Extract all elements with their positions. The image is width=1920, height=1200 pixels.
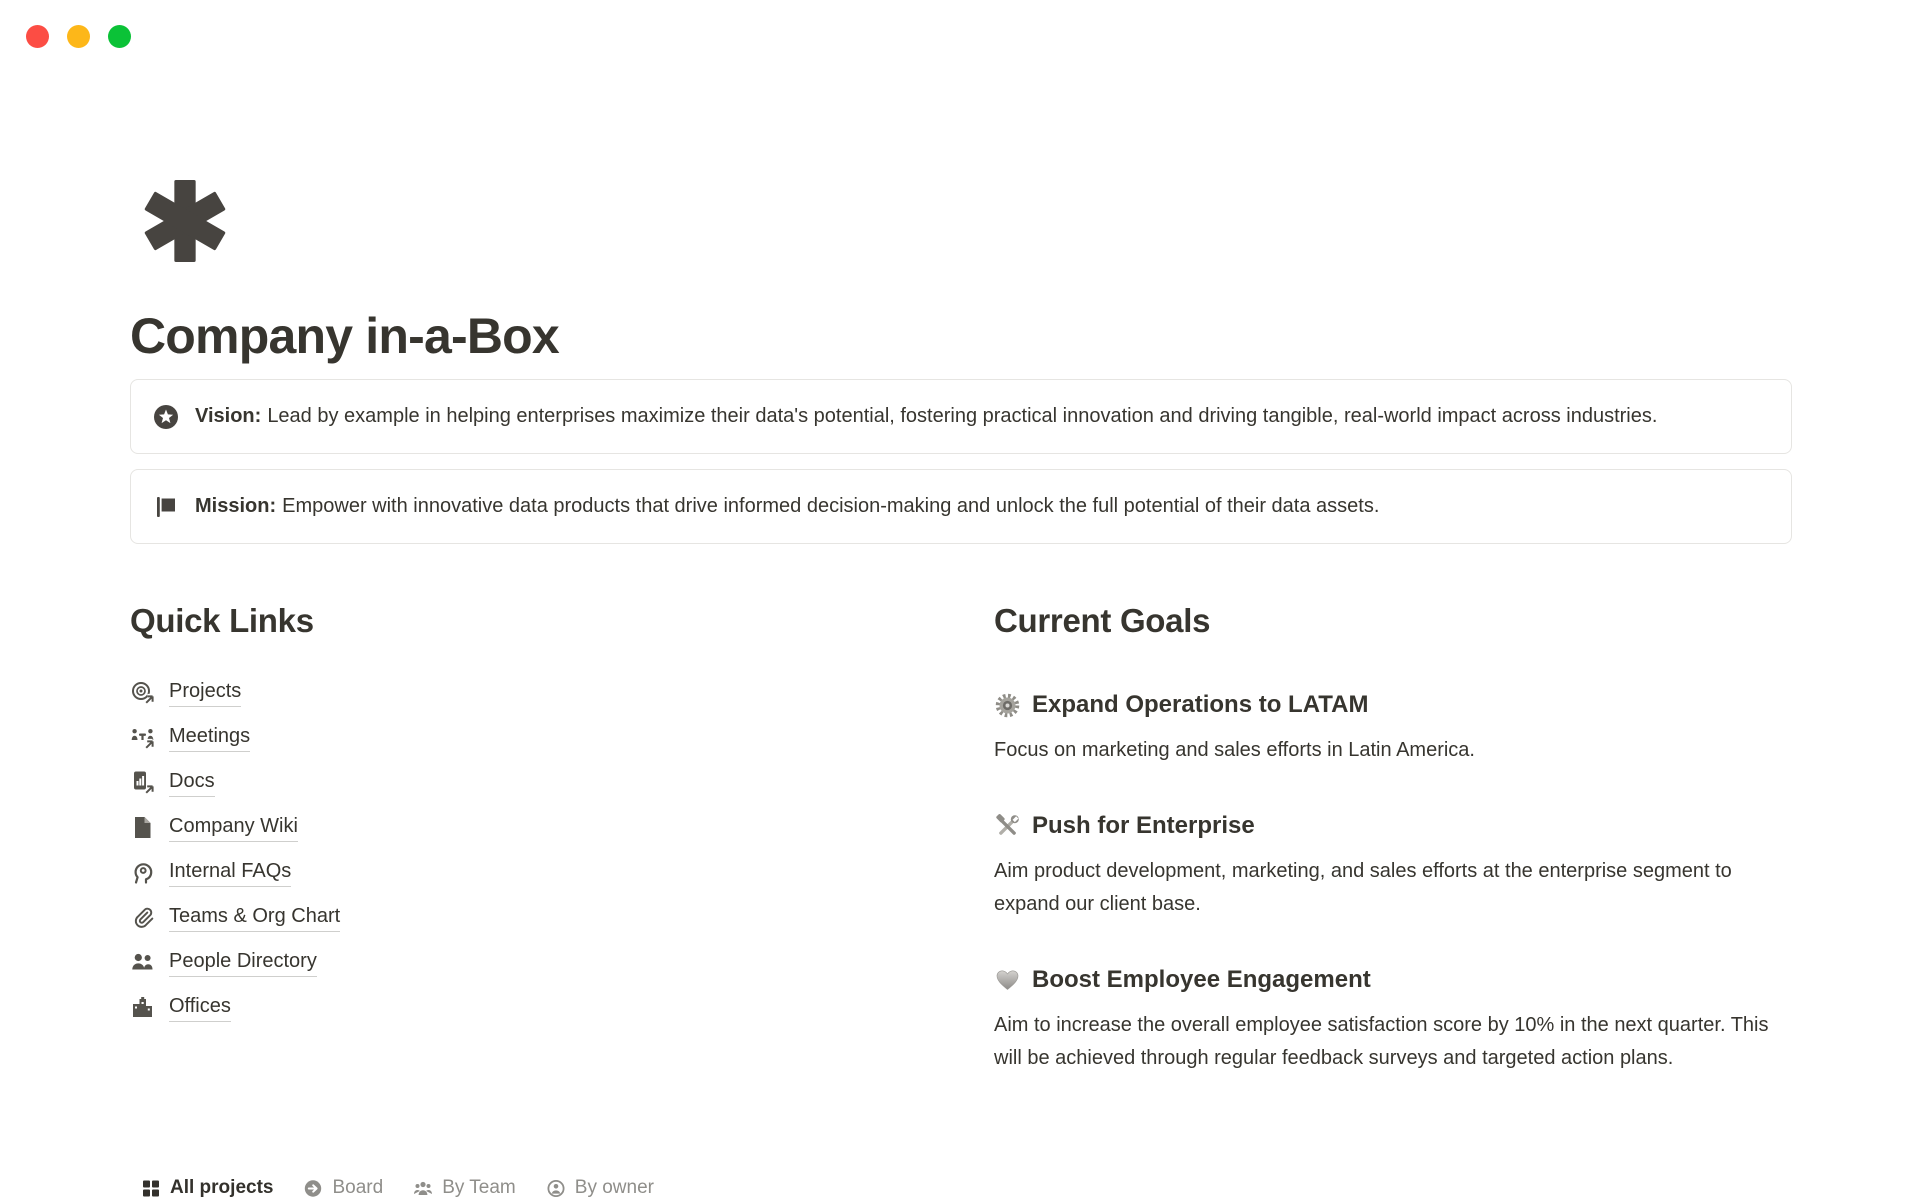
quick-links-list (130, 670, 958, 1030)
grid-icon (141, 1178, 161, 1198)
people-icon (130, 950, 155, 975)
minimize-window-button[interactable] (67, 25, 90, 48)
goal-expand-latam (994, 688, 1792, 722)
tab-label: Board (332, 1177, 384, 1198)
gray-heart-icon (994, 967, 1021, 994)
goal-boost-engagement (994, 963, 1792, 997)
tab-by-team[interactable] (413, 1177, 516, 1199)
link-teams-org-chart[interactable] (130, 895, 958, 940)
link-meetings[interactable] (130, 715, 958, 760)
hammer-wrench-icon (994, 813, 1021, 840)
link-offices[interactable] (130, 985, 958, 1030)
vision-text: Lead by example in helping enterprises maximize their data's potential, fostering practical innovation and driving tangible, real-world impact across industries. (267, 405, 1658, 427)
meeting-arrow-icon (130, 725, 155, 750)
board-circle-arrow-icon (303, 1178, 323, 1198)
head-profile-icon (130, 860, 155, 885)
link-label: Projects (169, 679, 241, 707)
paperclip-icon (130, 905, 155, 930)
tab-label: All projects (170, 1177, 274, 1198)
goal-title-text: Expand Operations to LATAM (1032, 691, 1369, 718)
goal-description: Focus on marketing and sales efforts in Latin America. (994, 739, 1475, 761)
link-label: Company Wiki (169, 814, 298, 842)
mission-text: Empower with innovative data products that drive informed decision-making and unlock the full potential of their data assets. (282, 495, 1380, 517)
current-goals-heading: Current Goals (994, 602, 1211, 639)
tab-by-owner[interactable] (546, 1177, 654, 1199)
person-circle-icon (546, 1178, 566, 1198)
target-arrow-icon (130, 680, 155, 705)
document-arrow-icon (130, 770, 155, 795)
goal-title-text: Boost Employee Engagement (1032, 966, 1371, 993)
link-projects[interactable] (130, 670, 958, 715)
link-label: People Directory (169, 949, 317, 977)
goal-title-text: Push for Enterprise (1032, 812, 1255, 839)
page-title: Company in-a-Box (130, 308, 559, 364)
close-window-button[interactable] (26, 25, 49, 48)
goal-description: Aim to increase the overall employee satisfaction score by 10% in the next quarter. This will be achieved through regular feedback surveys and targeted action plans. (994, 1014, 1769, 1069)
tab-board[interactable] (303, 1177, 383, 1199)
quick-links-heading: Quick Links (130, 602, 314, 639)
tab-label: By Team (442, 1177, 516, 1198)
window-controls (26, 25, 131, 48)
star-circle-icon (153, 404, 179, 430)
goal-description: Aim product development, marketing, and sales efforts at the enterprise segment to expand our client base. (994, 860, 1732, 915)
link-label: Meetings (169, 724, 250, 752)
building-icon (130, 995, 155, 1020)
flag-icon (153, 494, 179, 520)
link-company-wiki[interactable] (130, 805, 958, 850)
tab-all-projects[interactable] (141, 1177, 273, 1199)
link-label: Internal FAQs (169, 859, 291, 887)
goal-push-enterprise (994, 809, 1792, 843)
tab-label: By owner (574, 1177, 654, 1198)
mission-callout (130, 469, 1792, 544)
link-people-directory[interactable] (130, 940, 958, 985)
link-internal-faqs[interactable] (130, 850, 958, 895)
mission-label: Mission: (195, 495, 277, 517)
page-content (130, 0, 1792, 1075)
team-icon (413, 1178, 433, 1198)
asterisk-icon[interactable] (144, 180, 226, 262)
link-docs[interactable] (130, 760, 958, 805)
vision-label: Vision: (195, 405, 262, 427)
link-label: Teams & Org Chart (169, 904, 340, 932)
database-view-tabs (141, 1177, 654, 1199)
gear-icon (994, 692, 1021, 719)
link-label: Docs (169, 769, 215, 797)
maximize-window-button[interactable] (108, 25, 131, 48)
vision-callout (130, 379, 1792, 454)
page-icon (130, 815, 155, 840)
link-label: Offices (169, 994, 231, 1022)
